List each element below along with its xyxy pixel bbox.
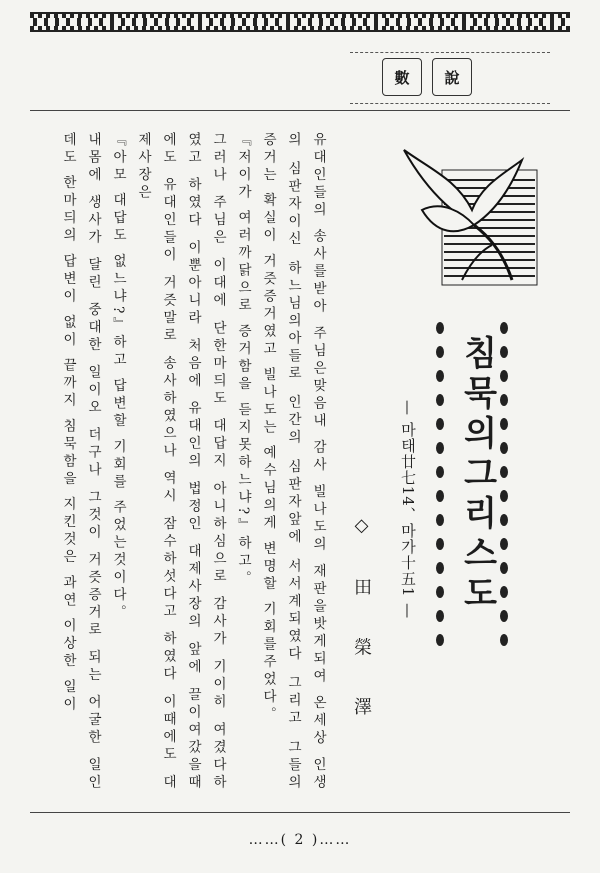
article-subtitle: — 마태廿七14、마가十五1 — (399, 400, 417, 620)
body-paragraph: 『아모 대답도 없느냐?』하고 답변할 기회를 주었는것이다。 (110, 132, 126, 623)
body-paragraph: 그러나 주님은 이대에 단한마듸도 대답지 아니하심으로 감사가 기이히 여겼다하였고 하였다 이뿐아니라 처음에 유대인의 법정인 대제사장의 앞에 끌이여갔을때에도 유대인들이 거즛말로 송사하였으나 역시 잠수하섯다고 하였다 이때에도 대제사장은 (135, 132, 226, 792)
body-paragraph: 『저이가 여러까닭으로 증거함을 듣지못하느냐?』하고。 (235, 132, 251, 589)
body-paragraph: 유대인들의 송사를받아 주님은맞음내 감사 빌나도의 재판을밧게되여 온세상 인생의 심판자이신 하느님의아들로 인간의 심판자앞에 서서계되였다 그리고 그들의 증거는 확실이 거즛증거였고 빌나도는 예수님의게 변명할 기회를주었다。 (260, 132, 326, 792)
section-label-right: 說 (432, 58, 472, 96)
body-paragraph: 내몸에 생사가 달린 중대한 일이오 더구나 그것이 거즛증거로 되는 어굴한 일인데도 한마듸의 답변이 없이 끝까지 침묵함을 지킨것은 과연 이상한 일이 (60, 132, 101, 792)
article-author: ◇ 田 榮 澤 (351, 515, 372, 734)
top-decorative-border (30, 12, 570, 32)
lily-illustration (402, 140, 542, 290)
section-label-left: 數 (382, 58, 422, 96)
page-number: ……( 2 )…… (248, 832, 352, 848)
article-title: 침묵의그리스도 (457, 335, 497, 615)
header-divider (30, 110, 570, 111)
article-body (30, 132, 330, 792)
footer-divider (30, 812, 570, 813)
